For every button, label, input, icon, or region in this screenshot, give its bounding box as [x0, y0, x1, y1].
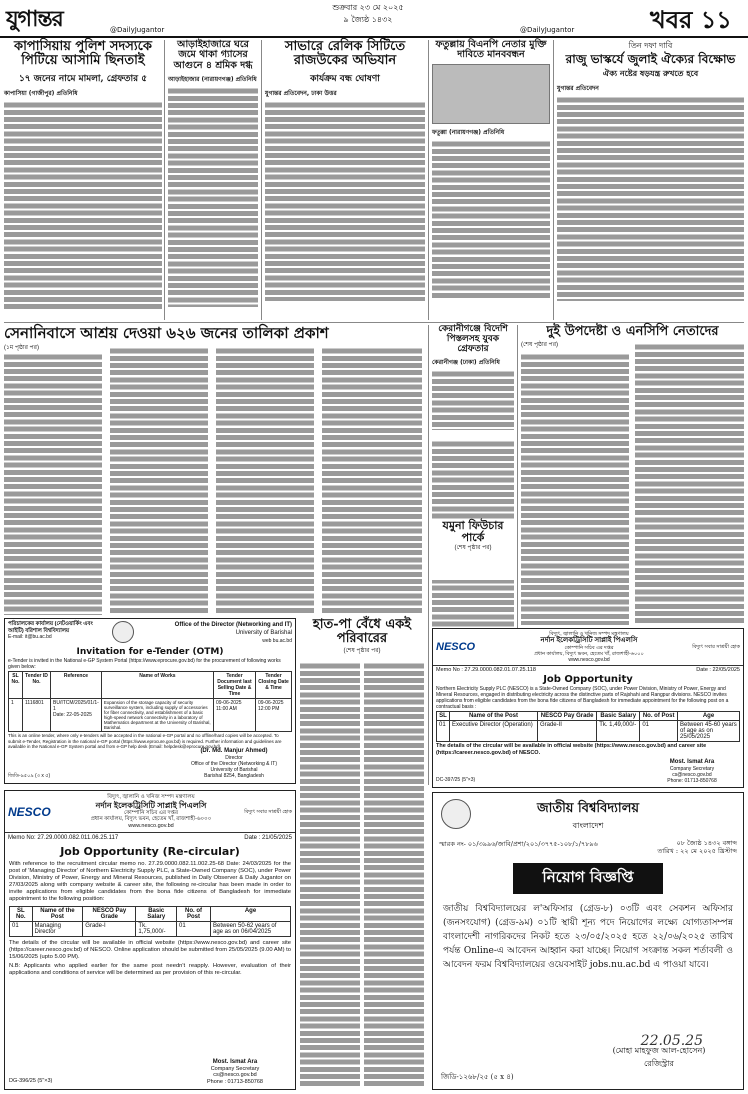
headline: দুই উপদেষ্টা ও এনসিপি নেতাদের: [546, 324, 719, 339]
job-details: The details of the circular will be available in official website (https://www.nesco.gov.bd) and career site (https://career.nesco.gov.bd) of NESCO.: [436, 743, 707, 756]
web: web bu.ac.bd: [262, 638, 292, 644]
rally-photo: [432, 64, 550, 124]
masthead-rule: [0, 36, 748, 38]
ad-nesco-managing-director: NESCO বিদ্যুৎ, জ্বালানি ও খনিজ সম্পদ মন্ত্রণালয় নর্দান ইলেকট্রিসিটি সাপ্লাই পিএলসি কোম্পানি সচিব এর দপ্তর প্রধান কার্যালয়, বিদ্যুৎ ভবন, হেতেম খাঁ, রাজশাহী-৬০০০ www.nesco.gov.bd বিদ্যুৎ সবার সাশ্রয়ী হোক Memo No: 27.29.0000.082.011.06.25.117 Date : 21/05/2025 Job Opportunity (Re-circular) With reference to the recruitment circular memo no. 27.29.0000.082.11.002.25-68 Date: 24/03/2025 for the post of 'Managing Director' of Northern Electricity Supply PLC, a State-Owned Company (SOC), under Power Division, Ministry of Power, Energy and Mineral Resources, published in Daily Observer & Daily Jugantor on 27/03/2025 along with company website & career site, the following re-circular has been made in order to invite applications from eligible candidates from the bona fide citizens of Bangladesh for immediate appointment to the following position: SL No. Name of the Post NESCO Pay Grade Basic Salary No. of Post Age 01 Managing Director Grade-I Tk. 1,75,000/- 01 Between 50-62 years of age as on 06/04/2025 The details of the circular will be available in official website (https://www.nesco.gov.bd) and career site (https://career.nesco.gov.bd) of NESCO. Online application should be submitted from 25/05/2025 (9.00 AM) to 15/06/2025 (upto 5.00 PM). N.B: Applicants who applied earlier for the same post needn't reapply. However, evaluation of their applications and conditions of service will be determined as per provision of this re-circular. Most. Ismat Ara Company Secretary cs@nesco.gov.bd Phone : 01713-850768 DG-396/25 (5"×3): [4, 790, 296, 1090]
kicker: তিন দফা দাবি: [628, 41, 673, 50]
story-yamuna: [432, 520, 514, 580]
job-body: With reference to the recruitment circular memo no. 27.29.0000.082.11.002.25-68 Date: 24/03/2025 for the post of 'Managing Director' of Northern Electricity Supply PLC, a State-Owned Company (SOC), under Power Division, Ministry of Power, Energy and Mineral Resources, published in Daily Observer & Daily Jugantor on 27/03/2025 along with company website & career site, the following re-circular has been made in order to invite applications from eligible candidates from the bona fide citizens of Bangladesh for immediate appointment to the following position:: [9, 861, 291, 902]
byline: আড়াইহাজার (নারায়ণগঞ্জ) প্রতিনিধি: [168, 76, 257, 84]
byline: কাপাসিয়া (গাজীপুর) প্রতিনিধি: [4, 89, 78, 97]
story-kapasia: [4, 40, 162, 320]
column-rule: [164, 40, 165, 320]
tender-table: [8, 671, 292, 732]
table-row: 01 Executive Director (Operation) Grade-II Tk. 1,49,000/- 01 Between 45-60 years of age as on 25/05/2025: [437, 721, 740, 742]
headline: কাপাসিয়ায় পুলিশ সদস্যকে পিটিয়ে আসামি ছিনতাই: [14, 39, 152, 69]
newspaper-logo: যুগান্তর: [6, 6, 63, 32]
body-text: [557, 96, 744, 301]
story-rajuk: [265, 40, 425, 320]
body-text: [265, 101, 425, 301]
memo-date: Date : 22/05/2025: [696, 667, 740, 673]
university-seal-icon: [441, 799, 471, 829]
row-rule: [4, 322, 744, 323]
job-heading: Job Opportunity: [543, 674, 633, 685]
headline: ফতুল্লায় বিএনপি নেতার মুক্তি দাবিতে মানববন্ধন: [435, 39, 547, 61]
memo-number: স্মারক নং- ০১/৩৯৯৬/জাবি/প্রশা/২০১/৩৭৭৫-১০৮/১/৭৮৯৬: [439, 840, 598, 848]
company-name: নর্দান ইলেকট্রিসিটি সাপ্লাই পিএলসি: [95, 800, 207, 810]
ad-national-university: [432, 792, 744, 1090]
story-advisers: [521, 325, 744, 625]
column-rule: [261, 40, 262, 320]
university-name: জাতীয় বিশ্ববিদ্যালয়: [536, 801, 640, 816]
body-text: [168, 87, 258, 307]
table-row: 1 1116801 BU/ITCM/2025/01/1-1 Date: 22-05-2025 Expansion of the storage capacity of security surveillance system, including supply of accessories for fiber connectivity, and establishment of a basic high-speed network connectivity in a laboratory of Mathematics department at the University of Barishal, Barishal. 09-06-2025 11:00 AM 09-06-2025 12:00 PM: [9, 699, 292, 732]
country: বাংলাদেশ: [572, 821, 604, 830]
body-col-1: [4, 353, 102, 615]
memo-number: Memo No: 27.29.0000.082.011.06.25.117: [8, 835, 119, 841]
job-heading: Job Opportunity (Re-circular): [60, 845, 240, 858]
signer: (Dr. Md. Manjur Ahmed): [200, 748, 268, 754]
column-rule: [428, 40, 429, 320]
nesco-logo: NESCO: [8, 804, 51, 819]
body-col-2: [635, 343, 744, 625]
masthead: [0, 0, 748, 36]
page-number: ১১: [700, 5, 732, 34]
memo-date: Date : 21/05/2025: [244, 835, 292, 841]
job-nb: N.B: Applicants who applied earlier for the same post needn't reapply. However, evaluation of their applications and conditions of service will be determined as per provision of this re-circular.: [9, 963, 291, 976]
ad-nesco-executive-director: NESCO বিদ্যুৎ, জ্বালানি ও খনিজ সম্পদ মন্ত্রণালয় নর্দান ইলেকট্রিসিটি সাপ্লাই পিএলসি কোম্পানি সচিব এর দপ্তর প্রধান কার্যালয়, বিদ্যুৎ ভবন, হেতেম খাঁ, রাজশাহী-৬০০০ www.nesco.gov.bd বিদ্যুৎ সবার সাশ্রয়ী হোক Memo No : 27.29.0000.082.01.07.25.118 Date : 22/05/2025 Job Opportunity Northern Electricity Supply PLC (NESCO) is a State-Owned Company (SOC), under Power Division, Ministry of Power, Energy and Mineral Resources, engaged in distributing electricity across the distinctive parts of Rajshahi and Rangpur divisions. NESCO invites applications from eligible candidates from the bona fide citizens of Bangladesh for immediate appointment for the following post on a contractual basis : SL Name of the Post NESCO Pay Grade Basic Salary No. of Post Age 01 Executive Director (Operation) Grade-II Tk. 1,49,000/- 01 Between 45-60 years of age as on 25/05/2025 The details of the circular will be available in official website (https://www.nesco.gov.bd) and career site (https://career.nesco.gov.bd) of NESCO. Most. Ismat Ara Company Secretary cs@nesco.gov.bd Phone: 01713-850768 DC-397/25 (5"×3): [432, 628, 744, 788]
body-col-2: [364, 662, 424, 1088]
office-title: Office of the Director (Networking and IT): [174, 622, 292, 628]
story-keraniganj: [432, 325, 514, 435]
company-name: নর্দান ইলেকট্রিসিটি সাপ্লাই পিএলসি: [540, 637, 638, 644]
social-handle-right: @DailyJugantor: [520, 26, 575, 34]
memo-number: Memo No : 27.29.0000.082.01.07.25.118: [436, 667, 536, 673]
headline: সেনানিবাসে আশ্রয় দেওয়া ৬২৬ জনের তালিকা প্রকাশ: [4, 324, 329, 342]
date-bangla: ৯ জ্যৈষ্ঠ ১৪৩২: [343, 15, 393, 24]
headline: যমুনা ফিউচার পার্কে: [442, 519, 504, 545]
headline: কেরানীগঞ্জে বিদেশি পিস্তলসহ যুবক গ্রেফতার: [438, 324, 508, 354]
body-col-3: [216, 347, 314, 615]
headline: সাভারে রেলিক সিটিতে রাজউকের অভিযান: [284, 39, 406, 69]
university-name: University of Barishal: [235, 630, 292, 636]
subhead: ১৭ জনের নামে মামলা, গ্রেফতার ৫: [18, 73, 148, 84]
job-table: [436, 711, 740, 742]
tender-note: This is an online tender, where only e-tenders will be accepted in the national e-GP portal and no offline/hard copies will be accepted. To submit e-Tender, Registration in the national e-GP portal (https://www.eprocure.gov.bd) is required. Further information and guidelines are available in the National e-GP System portal and from e-GP help desk (Email: helpdesk@eprocure.gov.bd).: [8, 733, 282, 749]
section-title: খবর ১১: [650, 5, 732, 34]
ad-code: DG-396/25 (5"×3): [9, 1078, 53, 1084]
story-bnp-rally: [432, 40, 550, 320]
nesco-logo: NESCO: [436, 641, 476, 653]
continued-label: (শেষ পৃষ্ঠার পর): [521, 342, 559, 349]
table-header-row: SL No. Name of the Post NESCO Pay Grade Basic Salary No. of Post Age: [10, 907, 291, 922]
signer: (মোহা মাহফুজ আল-হোসেন): [612, 1046, 706, 1055]
date-bangla: ০৮ জ্যৈষ্ঠ ১৪৩২ বঙ্গাব্দ: [676, 839, 737, 847]
continued-label: (১ম পৃষ্ঠার পর): [4, 344, 39, 351]
notice-heading: নিয়োগ বিজ্ঞপ্তি: [513, 863, 663, 894]
headline: হাত-পা বেঁধে একই পরিবারের: [312, 617, 412, 647]
continued-label: (শেষ পৃষ্ঠার পর): [454, 545, 492, 552]
body-col-4: [322, 347, 422, 615]
column-rule: [428, 325, 429, 785]
headline: রাজু ভাস্কর্যে জুলাই ঐক্যের বিক্ষোভ: [565, 52, 736, 66]
body-text: [432, 140, 550, 300]
byline: ফতুল্লা (নারায়ণগঞ্জ) প্রতিনিধি: [432, 128, 505, 136]
job-body: Northern Electricity Supply PLC (NESCO) is a State-Owned Company (SOC), under Power Division, Ministry of Power, Energy and Mineral Resources, engaged in distributing electricity across the distinctive parts of Rajshahi and Rangpur divisions. NESCO invites applications from eligible candidates from the bona fide citizens of Bangladesh for immediate appointment for the following post on a contractual basis :: [436, 686, 729, 710]
story-cantonment: [4, 325, 424, 615]
table-header-row: SL Name of the Post NESCO Pay Grade Basic Salary No. of Post Age: [437, 712, 740, 721]
body-col-1: [521, 353, 629, 625]
body-text: [432, 370, 514, 430]
byline: কেরানীগঞ্জ (ঢাকা) প্রতিনিধি: [432, 358, 500, 366]
byline: যুগান্তর প্রতিবেদন: [557, 85, 599, 93]
body-col-1: [300, 662, 360, 1088]
headline: আড়াইহাজারে ঘরে জমে থাকা গ্যাসের আগুনে ৪ শ্রমিক দগ্ধ: [173, 39, 253, 71]
body-col-2: [110, 347, 208, 615]
continued-label: (শেষ পৃষ্ঠার পর): [343, 647, 381, 654]
date-english: তারিখ : ২২ মে ২০২৫ খ্রিস্টাব্দ: [657, 847, 737, 855]
ad-code: DC-397/25 (5"×3): [436, 777, 476, 783]
byline: যুগান্তর প্রতিবেদন, ঢাকা উত্তর: [265, 89, 337, 97]
story-raju-protest: [557, 40, 744, 320]
bangla-office: পরিচালকের কার্যালয় (নেটওয়ার্কিং এবং আইটি) বরিশাল বিশ্ববিদ্যালয়: [8, 621, 93, 634]
story-gas-fire: [168, 40, 258, 320]
job-table: [9, 906, 291, 937]
table-row: 01 Managing Director Grade-I Tk. 1,75,000/- 01 Between 50-62 years of age as on 06/04/2025: [10, 922, 291, 937]
date-gregorian: শুক্রবার ২৩ মে ২০২৫: [332, 3, 404, 12]
tender-heading: Invitation for e-Tender (OTM): [76, 647, 224, 657]
university-seal-icon: [112, 621, 134, 643]
signer-title: রেজিস্ট্রার: [644, 1059, 674, 1068]
job-details: The details of the circular will be available in official website (https://www.nesco.gov.bd) and career site (https://career.nesco.gov.bd) of NESCO. Online application should be submitted from 25/05/2025 (9.00 AM) to 15/06/2025 (upto 5.00 PM).: [9, 940, 291, 960]
email: E-mail: it@bu.ac.bd: [8, 634, 52, 640]
body-text: [4, 101, 162, 311]
column-rule: [553, 40, 554, 320]
tender-intro: e-Tender is invited in the National e-GP System Portal (https://www.eprocure.gov.bd) for the procurement of following works given below:: [8, 658, 281, 670]
ad-code: জিডি-১২৬৮/২৫ (৫ x ৪): [441, 1073, 514, 1081]
ad-barishal-tender: পরিচালকের কার্যালয় (নেটওয়ার্কিং এবং আইটি) বরিশাল বিশ্ববিদ্যালয় E-mail: it@bu.ac.bd Office of the Director (Networking and IT) University of Barishal web bu.ac.bd Invitation for e-Tender (OTM) e-Tender is invited in the National e-GP System Portal (https://www.eprocure.gov.bd) for the procurement of following works given below: SL No. Tender ID No. Reference Name of Works Tender Document last Selling Date & Time Tender Closing Date & Time 1 1116801 BU/ITCM/2025/01/1-1 Date: 22-05-2025 Expansion of the storage capacity of security surveillance system, including supply of accessories for fiber connectivity, and establishment of a basic high-speed network connectivity in a laboratory of Mathematics department at the University of Barishal, Barishal. 09-06-2025 11:00 AM 09-06-2025 12:00 PM This is an online tender, where only e-tenders will be accepted in the national e-GP portal and no offline/hard copies will be accepted. To submit e-Tender, Registration in the national e-GP portal (https://www.eprocure.gov.bd) is required. Further information and guidelines are available in the National e-GP System portal and from e-GP help desk (Email: helpdesk@eprocure.gov.bd). (Dr. Md. Manjur Ahmed) Director Office of the Director (Networking & IT) University of Barishal Barishal 8254, Bangladesh জিডি-৯৫০৯ (৩ x ৫): [4, 618, 296, 784]
ad-code: জিডি-৯৫০৯ (৩ x ৫): [8, 773, 51, 779]
story-handcuff: [300, 618, 424, 1088]
subhead: ঐক্য নষ্টের ষড়যন্ত্র রুখতে হবে: [602, 68, 699, 79]
subhead: কার্যক্রম বন্ধ ঘোষণা: [310, 73, 380, 84]
signature: 22.05.25: [640, 1033, 703, 1049]
notice-body: জাতীয় বিশ্ববিদ্যালয়ের ল'অফিসার (গ্রেড-৮) ০৩টি এবং সেকশন অফিসার (জনসংযোগ) (গ্রেড-৯ম) ০১টি স্থায়ী শূন্য পদে নিয়োগের লক্ষ্যে যোগ্যতাসম্পন্ন বাংলাদেশী নাগরিকদের নিকট হতে ২৩/০৫/২০২৫ হতে ২২/০৬/২০২৫ তারিখ পর্যন্ত Online-এ আবেদন আহ্বান করা যাচ্ছে। নিয়োগ সংক্রান্ত সকল শর্তাবলী ও আবেদন ফরম বিশ্ববিদ্যালয়ের ওয়েবসাইট jobs.nu.ac.bd এ পাওয়া যাবে।: [443, 904, 733, 970]
table-header-row: SL No. Tender ID No. Reference Name of Works Tender Document last Selling Date & Time Tender Closing Date & Time: [9, 672, 292, 699]
social-handle: @DailyJugantor: [110, 26, 165, 34]
